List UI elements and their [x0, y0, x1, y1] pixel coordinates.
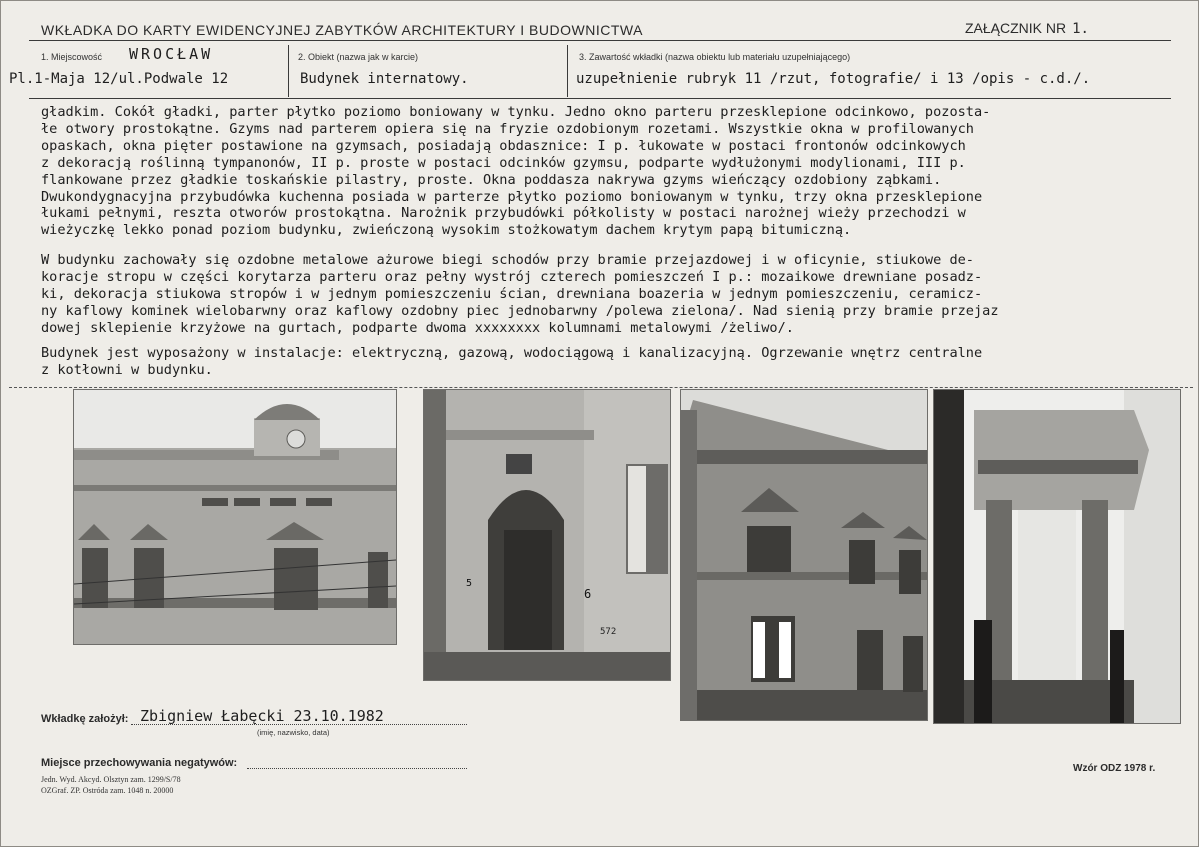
place-label: 1. Miejscowość [41, 52, 103, 62]
photo-building-corner-tower [73, 389, 397, 645]
annex-number: 1. [1072, 21, 1089, 37]
photo-facade [680, 389, 928, 721]
negatives-line [247, 768, 467, 769]
author-hint: (imię, nazwisko, data) [257, 728, 330, 737]
city-name: WROCŁAW [129, 45, 214, 63]
address-value: Pl.1-Maja 12/ul.Podwale 12 [9, 71, 229, 87]
card-title: WKŁADKA DO KARTY EWIDENCYJNEJ ZABYTKÓW ARCHITEKTURY I BUDOWNICTWA [41, 22, 643, 38]
print-info-1: Jedn. Wyd. Akcyd. Olsztyn zam. 1299/S/78 [41, 775, 181, 784]
description-paragraph-2: W budynku zachowały się ozdobne metalowe ażurowe biegi schodów przy bramie przejazdowej i w oficynie, stiukowe de- koracje stropu w części korytarza parteru oraz pełny wystrój czterech pomieszczeń I p.: mozaikowe drewniane posadz- ki, dekoracja stiukowa stropów i w jednym pomieszczeniu ścian, drewniana boazeria w jednym pomieszczeniu, ceramicz- ny kaflowy kominek wielobarwny oraz kaflowy ozdobny piec jednobarwny /polewa zielona/. Nad sienią przy bramie przejaz dowej sklepienie krzyżowe na gurtach, podparte dwoma xxxxxxxx kolumnami metalowymi /żeliwo/. [41, 252, 999, 336]
photo-plate-number: 572 [600, 627, 617, 637]
negatives-label: Miejsce przechowywania negatywów: [41, 757, 238, 769]
form-model: Wzór ODZ 1978 r. [1073, 763, 1156, 774]
photo-sign-number: 5 [466, 578, 473, 589]
field-divider-2 [567, 45, 568, 97]
content-value: uzupełnienie rubryk 11 /rzut, fotografie/ i 13 /opis - c.d./. [576, 71, 1091, 87]
content-label: 3. Zawartość wkładki (nazwa obiektu lub materiału uzupełniającego) [579, 52, 851, 62]
description-paragraph-1: gładkim. Cokół gładki, parter płytko poziomo boniowany w tynku. Jedno okno parteru przesklepione odcinkowo, pozosta- łe otwory prostokątne. Gzyms nad parterem opiera się na fryzie ozdobionym rozetami. Wszystkie okna w profilowanych opaskach, okna pięter postawione na gzymsach, posiadają obdasznice: I p. łukowate w postaci frontonów odcinkowych z dekoracją roślinną tympanonów, II p. proste w postaci odcinków gzymsu, podparte wydłużonymi modylionami, III p. flankowane przez gładkie toskańskie pilastry, proste. Okna poddasza nakrywa gzyms wieńczący ozdobiony ząbkami. Dwukondygnacyjna przybudówka kuchenna posiada w parterze płytko poziomo boniowanym w tynku, trzy okna przesklepione łukami pełnymi, reszta otworów prostokątna. Narożnik przybudówki półkolisty w postaci narożnej wieży przechodzi w wieżyczkę lekko ponad poziom budynku, zwieńczoną wysokim stożkowatym dachem krytym papą bitumiczną. [41, 104, 991, 239]
fields-rule [29, 98, 1171, 99]
photo-door-number: 6 [584, 587, 592, 601]
photo-separator [9, 387, 1193, 388]
header-rule [29, 40, 1171, 41]
annex-label-text: ZAŁĄCZNIK NR [965, 20, 1067, 36]
photo-entrance-gate [423, 389, 671, 681]
photo-ornate-stove [933, 389, 1181, 724]
print-info-2: OZGraf. ZP. Ostróda zam. 1048 n. 20000 [41, 786, 174, 795]
author-value: Zbigniew Łabęcki 23.10.1982 [140, 707, 384, 725]
author-line [131, 724, 467, 725]
field-divider-1 [288, 45, 289, 97]
description-paragraph-3: Budynek jest wyposażony w instalacje: elektryczną, gazową, wodociągową i kanalizacyjną. Ogrzewanie wnętrz centralne z kotłowni w budynku. [41, 345, 983, 378]
object-value: Budynek internatowy. [300, 71, 469, 87]
object-label: 2. Obiekt (nazwa jak w karcie) [298, 52, 419, 62]
annex-label [965, 20, 1089, 37]
author-label: Wkładkę założył: [41, 713, 129, 725]
